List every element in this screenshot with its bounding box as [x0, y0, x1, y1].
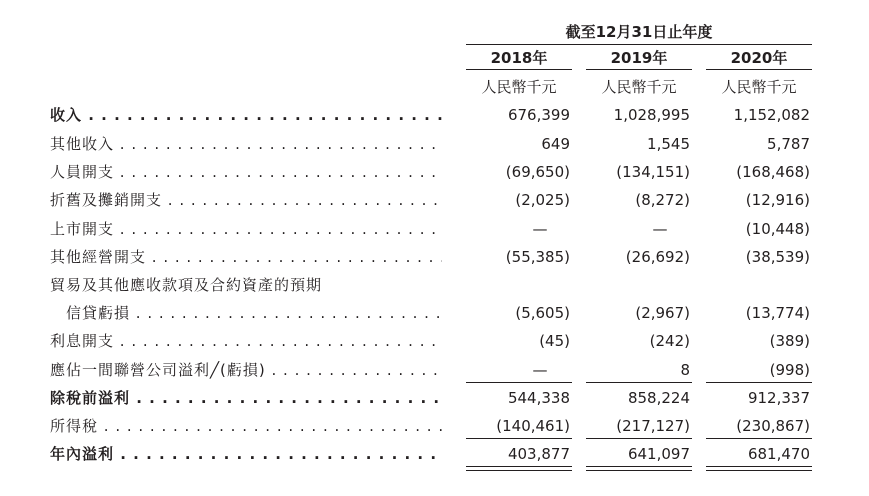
year-header-2018: 2018年: [490, 49, 548, 67]
table-row-ecl-heading: [0, 271, 869, 300]
year-underline-2020: [706, 69, 812, 70]
value-2019: 641,097: [627, 445, 690, 463]
row-label: 上市開支 . . .: [50, 218, 442, 240]
value-2018: (2,025): [515, 191, 570, 209]
value-2020: (13,774): [745, 304, 810, 322]
table-row-depreciation: [0, 186, 869, 215]
value-2019: (217,127): [616, 417, 690, 435]
value-2019: 858,224: [627, 389, 690, 407]
double-underline-2018: [466, 466, 572, 471]
row-label: 其他收入 . . .: [50, 133, 442, 155]
table-row-profit-for-year: [0, 440, 869, 469]
value-2019: (134,151): [616, 163, 690, 181]
value-2019: (2,967): [635, 304, 690, 322]
value-2020: 681,470: [747, 445, 810, 463]
year-underline-2018: [466, 69, 572, 70]
row-label: 其他經營開支 . . .: [50, 246, 442, 268]
value-2018: —: [532, 220, 548, 238]
value-2019: 8: [680, 361, 690, 379]
value-2020: (10,448): [745, 220, 810, 238]
value-2018: (5,605): [515, 304, 570, 322]
value-2020: (38,539): [745, 248, 810, 266]
value-2020: (12,916): [745, 191, 810, 209]
unit-label-2019: 人民幣千元: [601, 78, 677, 96]
subtotal-rule-2020: [706, 382, 812, 383]
unit-label-2018: 人民幣千元: [481, 78, 557, 96]
value-2019: —: [652, 220, 668, 238]
value-2020: (168,468): [736, 163, 810, 181]
table-row-other-operating-expenses: [0, 243, 869, 272]
value-2020: (230,867): [736, 417, 810, 435]
row-label: 折舊及攤銷開支 . . .: [50, 189, 442, 211]
value-2019: (8,272): [635, 191, 690, 209]
row-label: 利息開支 . . .: [50, 330, 442, 352]
value-2019: 1,545: [647, 135, 690, 153]
table-row-listing-expenses: [0, 215, 869, 244]
value-2020: (389): [769, 332, 810, 350]
table-row-credit-losses: [0, 299, 869, 328]
subtotal-rule-2018: [466, 382, 572, 383]
subtotal-rule-2019: [586, 382, 692, 383]
value-2018: (69,650): [505, 163, 570, 181]
year-underline-2019: [586, 69, 692, 70]
row-label: 所得稅 . . .: [50, 415, 442, 437]
value-2018: (140,461): [496, 417, 570, 435]
value-2019: (242): [649, 332, 690, 350]
row-label: 貿易及其他應收款項及合約資產的預期: [50, 276, 323, 294]
year-header-2019: 2019年: [610, 49, 668, 67]
row-label: 收入 . . .: [50, 104, 442, 126]
period-title-underline: [466, 44, 812, 45]
row-label: 應佔一間聯營公司溢利╱(虧損) . . .: [50, 359, 442, 381]
table-row-revenue: [0, 101, 869, 130]
row-label: 年內溢利 . . .: [50, 443, 442, 465]
value-2020: 5,787: [767, 135, 810, 153]
year-header-2020: 2020年: [730, 49, 788, 67]
table-row-staff-costs: [0, 158, 869, 187]
value-2018: 649: [541, 135, 570, 153]
double-underline-2020: [706, 466, 812, 471]
value-2018: 403,877: [507, 445, 570, 463]
value-2020: 912,337: [747, 389, 810, 407]
value-2020: (998): [769, 361, 810, 379]
row-label: 除稅前溢利 . . .: [50, 387, 442, 409]
value-2018: (55,385): [505, 248, 570, 266]
table-row-other-income: [0, 130, 869, 159]
row-label: 信貸虧損 . . .: [66, 302, 442, 324]
value-2018: 544,338: [507, 389, 570, 407]
total-rule-2020: [706, 438, 812, 439]
value-2020: 1,152,082: [733, 106, 810, 124]
double-underline-2019: [586, 466, 692, 471]
value-2018: —: [532, 361, 548, 379]
value-2018: (45): [539, 332, 570, 350]
value-2019: 1,028,995: [613, 106, 690, 124]
total-rule-2018: [466, 438, 572, 439]
table-row-associate-share: [0, 356, 869, 385]
table-row-income-tax: [0, 412, 869, 441]
value-2019: (26,692): [625, 248, 690, 266]
period-title: 截至12月31日止年度: [565, 23, 713, 41]
row-label: 人員開支 . . .: [50, 161, 442, 183]
total-rule-2019: [586, 438, 692, 439]
table-row-profit-before-tax: [0, 384, 869, 413]
unit-label-2020: 人民幣千元: [721, 78, 797, 96]
value-2018: 676,399: [507, 106, 570, 124]
table-row-interest-expense: [0, 327, 869, 356]
